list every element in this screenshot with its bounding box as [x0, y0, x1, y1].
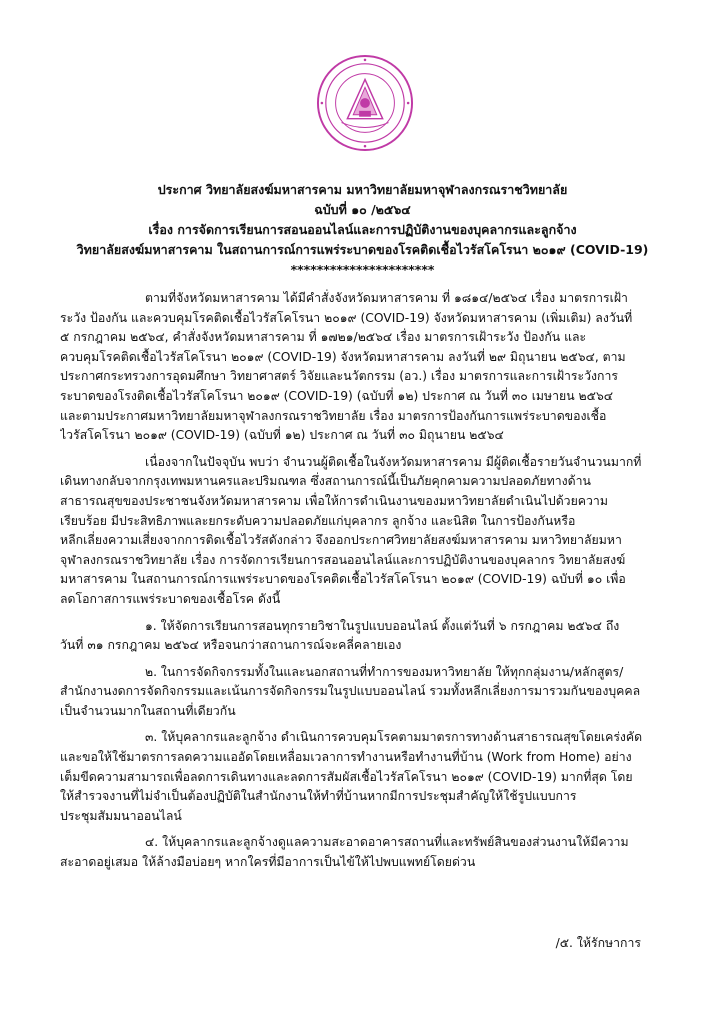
text-line: ๓. ให้บุคลากรและลูกจ้าง ดำเนินการควบคุมโรคตามมาตรการทางด้านสาธารณสุขโดยเคร่งคัด [145, 730, 643, 745]
text-line: วันที่ ๓๑ กรกฎาคม ๒๕๖๔ หรือจนกว่าสถานการณ์จะคลี่คลายเอง [60, 638, 402, 653]
header-number: ฉบับที่ ๑๐ /๒๕๖๔ [314, 202, 411, 217]
text-line: สะอาดอยู่เสมอ ให้ล้างมือบ่อยๆ หากใครที่มีอาการเป็นไข้ให้ไปพบแพทย์โดยด่วน [60, 855, 476, 870]
text-line: เนื่องจากในปัจจุบัน พบว่า จำนวนผู้ติดเชื้อในจังหวัดมหาสารคาม มีผู้ติดเชื้อรายวันจำนวนมากที่ [145, 454, 642, 469]
text-line: และขอให้ใช้มาตรการลดความแออัดโดยเหลื่อมเวลาการทำงานหรือทำงานที่บ้าน (Work from Home) อย่าง [60, 750, 632, 765]
text-line: สาธารณสุขของประชาชนจังหวัดมหาสารคาม เพื่อให้การดำเนินงานของมหาวิทยาลัยดำเนินไปด้วยความ [60, 493, 608, 508]
paragraph-1 [60, 289, 665, 446]
header-subject-cont: วิทยาลัยสงฆ์มหาสารคาม ในสถานการณ์การแพร่ระบาดของโรคติดเชื้อไวรัสโคโรนา ๒๐๑๙ (COVID-19) [76, 242, 649, 257]
item-4 [60, 833, 665, 872]
header-subject: เรื่อง การจัดการเรียนการสอนออนไลน์และการปฏิบัติงานของบุคลากรและลูกจ้าง [148, 222, 577, 237]
announcement-header [60, 180, 665, 280]
text-line: และตามประกาศมหาวิทยาลัยมหาจุฬาลงกรณราชวิทยาลัย เรื่อง มาตรการป้องกันการแพร่ระบาดของเชื้อ [60, 408, 607, 423]
text-line: ๕ กรกฎาคม ๒๕๖๔, คำสั่งจังหวัดมหาสารคาม ที่ ๑๗๒๑/๒๕๖๔ เรื่อง มาตรการเฝ้าระวัง ป้องกัน และ [60, 330, 587, 345]
text-line: หลีกเลี่ยงความเสี่ยงจากการติดเชื้อไวรัสดังกล่าว จึงออกประกาศวิทยาลัยสงฆ์มหาสารคาม มหาวิทยาลัยมหา [60, 533, 622, 548]
text-line: ระบาดของโรงติดเชื้อไวรัสโคโรนา ๒๐๑๙ (COVID-19) (ฉบับที่ ๑๒) ประกาศ ณ วันที่ ๓๐ เมษายน ๒๕๖๔ [60, 388, 614, 403]
item-2 [60, 663, 665, 722]
text-line: ประชุมสัมมนาออนไลน์ [60, 808, 182, 823]
text-line: ระวัง ป้องกัน และควบคุมโรคติดเชื้อไวรัสโคโรนา ๒๐๑๙ (COVID-19) จังหวัดมหาสารคาม (เพิ่มเติม) ลงวันที่ [60, 310, 633, 325]
header-divider: ********************** [290, 262, 435, 277]
text-line: ให้สำรวจงานที่ไม่จำเป็นต้องปฏิบัติในสำนักงานให้ทำที่บ้านหากมีการประชุมสำคัญให้ใช้รูปแบบการ [60, 789, 577, 804]
college-seal-logo [316, 54, 414, 152]
item-1 [60, 617, 665, 656]
text-line: ๑. ให้จัดการเรียนการสอนทุกรายวิชาในรูปแบบออนไลน์ ตั้งแต่วันที่ ๖ กรกฎาคม ๒๕๖๔ ถึง [145, 618, 620, 633]
text-line: ตามที่จังหวัดมหาสารคาม ได้มีคำสั่งจังหวัดมหาสารคาม ที่ ๑๘๑๔/๒๕๖๔ เรื่อง มาตรการเฝ้า [145, 291, 628, 305]
text-line: ๒. ในการจัดกิจกรรมทั้งในและนอกสถานที่ทำการของมหาวิทยาลัย ให้ทุกกลุ่มงาน/หลักสูตร/ [145, 664, 624, 679]
text-line: จุฬาลงกรณราชวิทยาลัย เรื่อง การจัดการเรียนการสอนออนไลน์และการปฏิบัติงานของบุคลากร วิทยาลัยสงฆ์ [60, 552, 626, 567]
paragraph-2 [60, 453, 665, 610]
header-line-1: ประกาศ วิทยาลัยสงฆ์มหาสารคาม มหาวิทยาลัยมหาจุฬาลงกรณราชวิทยาลัย [157, 182, 568, 197]
text-line: ๔. ให้บุคลากรและลูกจ้างดูแลความสะอาดอาคารสถานที่และทรัพย์สินของส่วนงานให้มีความ [145, 835, 629, 850]
text-line: มหาสารคาม ในสถานการณ์การแพร่ระบาดของโรคติดเชื้อไวรัสโคโรนา ๒๐๑๙ (COVID-19) ฉบับที่ ๑๐ เพื่อ [60, 572, 626, 587]
text-line: ควบคุมโรคติดเชื้อไวรัสโคโรนา ๒๐๑๙ (COVID-19) จังหวัดมหาสารคาม ลงวันที่ ๒๙ มิถุนายน ๒๕๖๔, ตาม [60, 349, 626, 364]
text-line: ไวรัสโคโรนา ๒๐๑๙ (COVID-19) (ฉบับที่ ๑๒) ประกาศ ณ วันที่ ๓๐ มิถุนายน ๒๕๖๔ [60, 428, 504, 443]
text-line: เรียบร้อย มีประสิทธิภาพและยกระดับความปลอดภัยแก่บุคลากร ลูกจ้าง และนิสิต ในการป้องกันหรือ [60, 513, 576, 528]
text-line: ลดโอกาสการแพร่ระบาดของเชื้อโรค ดังนี้ [60, 591, 281, 606]
announcement-body [60, 289, 665, 873]
text-line: เดินทางกลับจากกรุงเทพมหานครและปริมณฑล ซึ่งสถานการณ์นี้เป็นภัยคุกคามความปลอดภัยทางด้าน [60, 474, 591, 489]
text-line: เต็มขีดความสามารถเพื่อลดการเดินทางและลดการสัมผัสเชื้อไวรัสโคโรนา ๒๐๑๙ (COVID-19) มากที่สุด โดย [60, 769, 633, 784]
text-line: ประกาศกระทรวงการอุดมศึกษา วิทยาศาสตร์ วิจัยและนวัตกรรม (อว.) เรื่อง มาตรการและการเฝ้าระวังการ [60, 369, 619, 384]
continued-footer: /๕. ให้รักษาการ [555, 936, 641, 950]
item-3 [60, 728, 665, 826]
text-line: เป็นจำนวนมากในสถานที่เดียวกัน [60, 703, 236, 718]
text-line: สำนักงานงดการจัดกิจกรรมและเน้นการจัดกิจกรรมในรูปแบบออนไลน์ รวมทั้งหลีกเลี่ยงการมารวมกันของบุคคล [60, 684, 641, 699]
